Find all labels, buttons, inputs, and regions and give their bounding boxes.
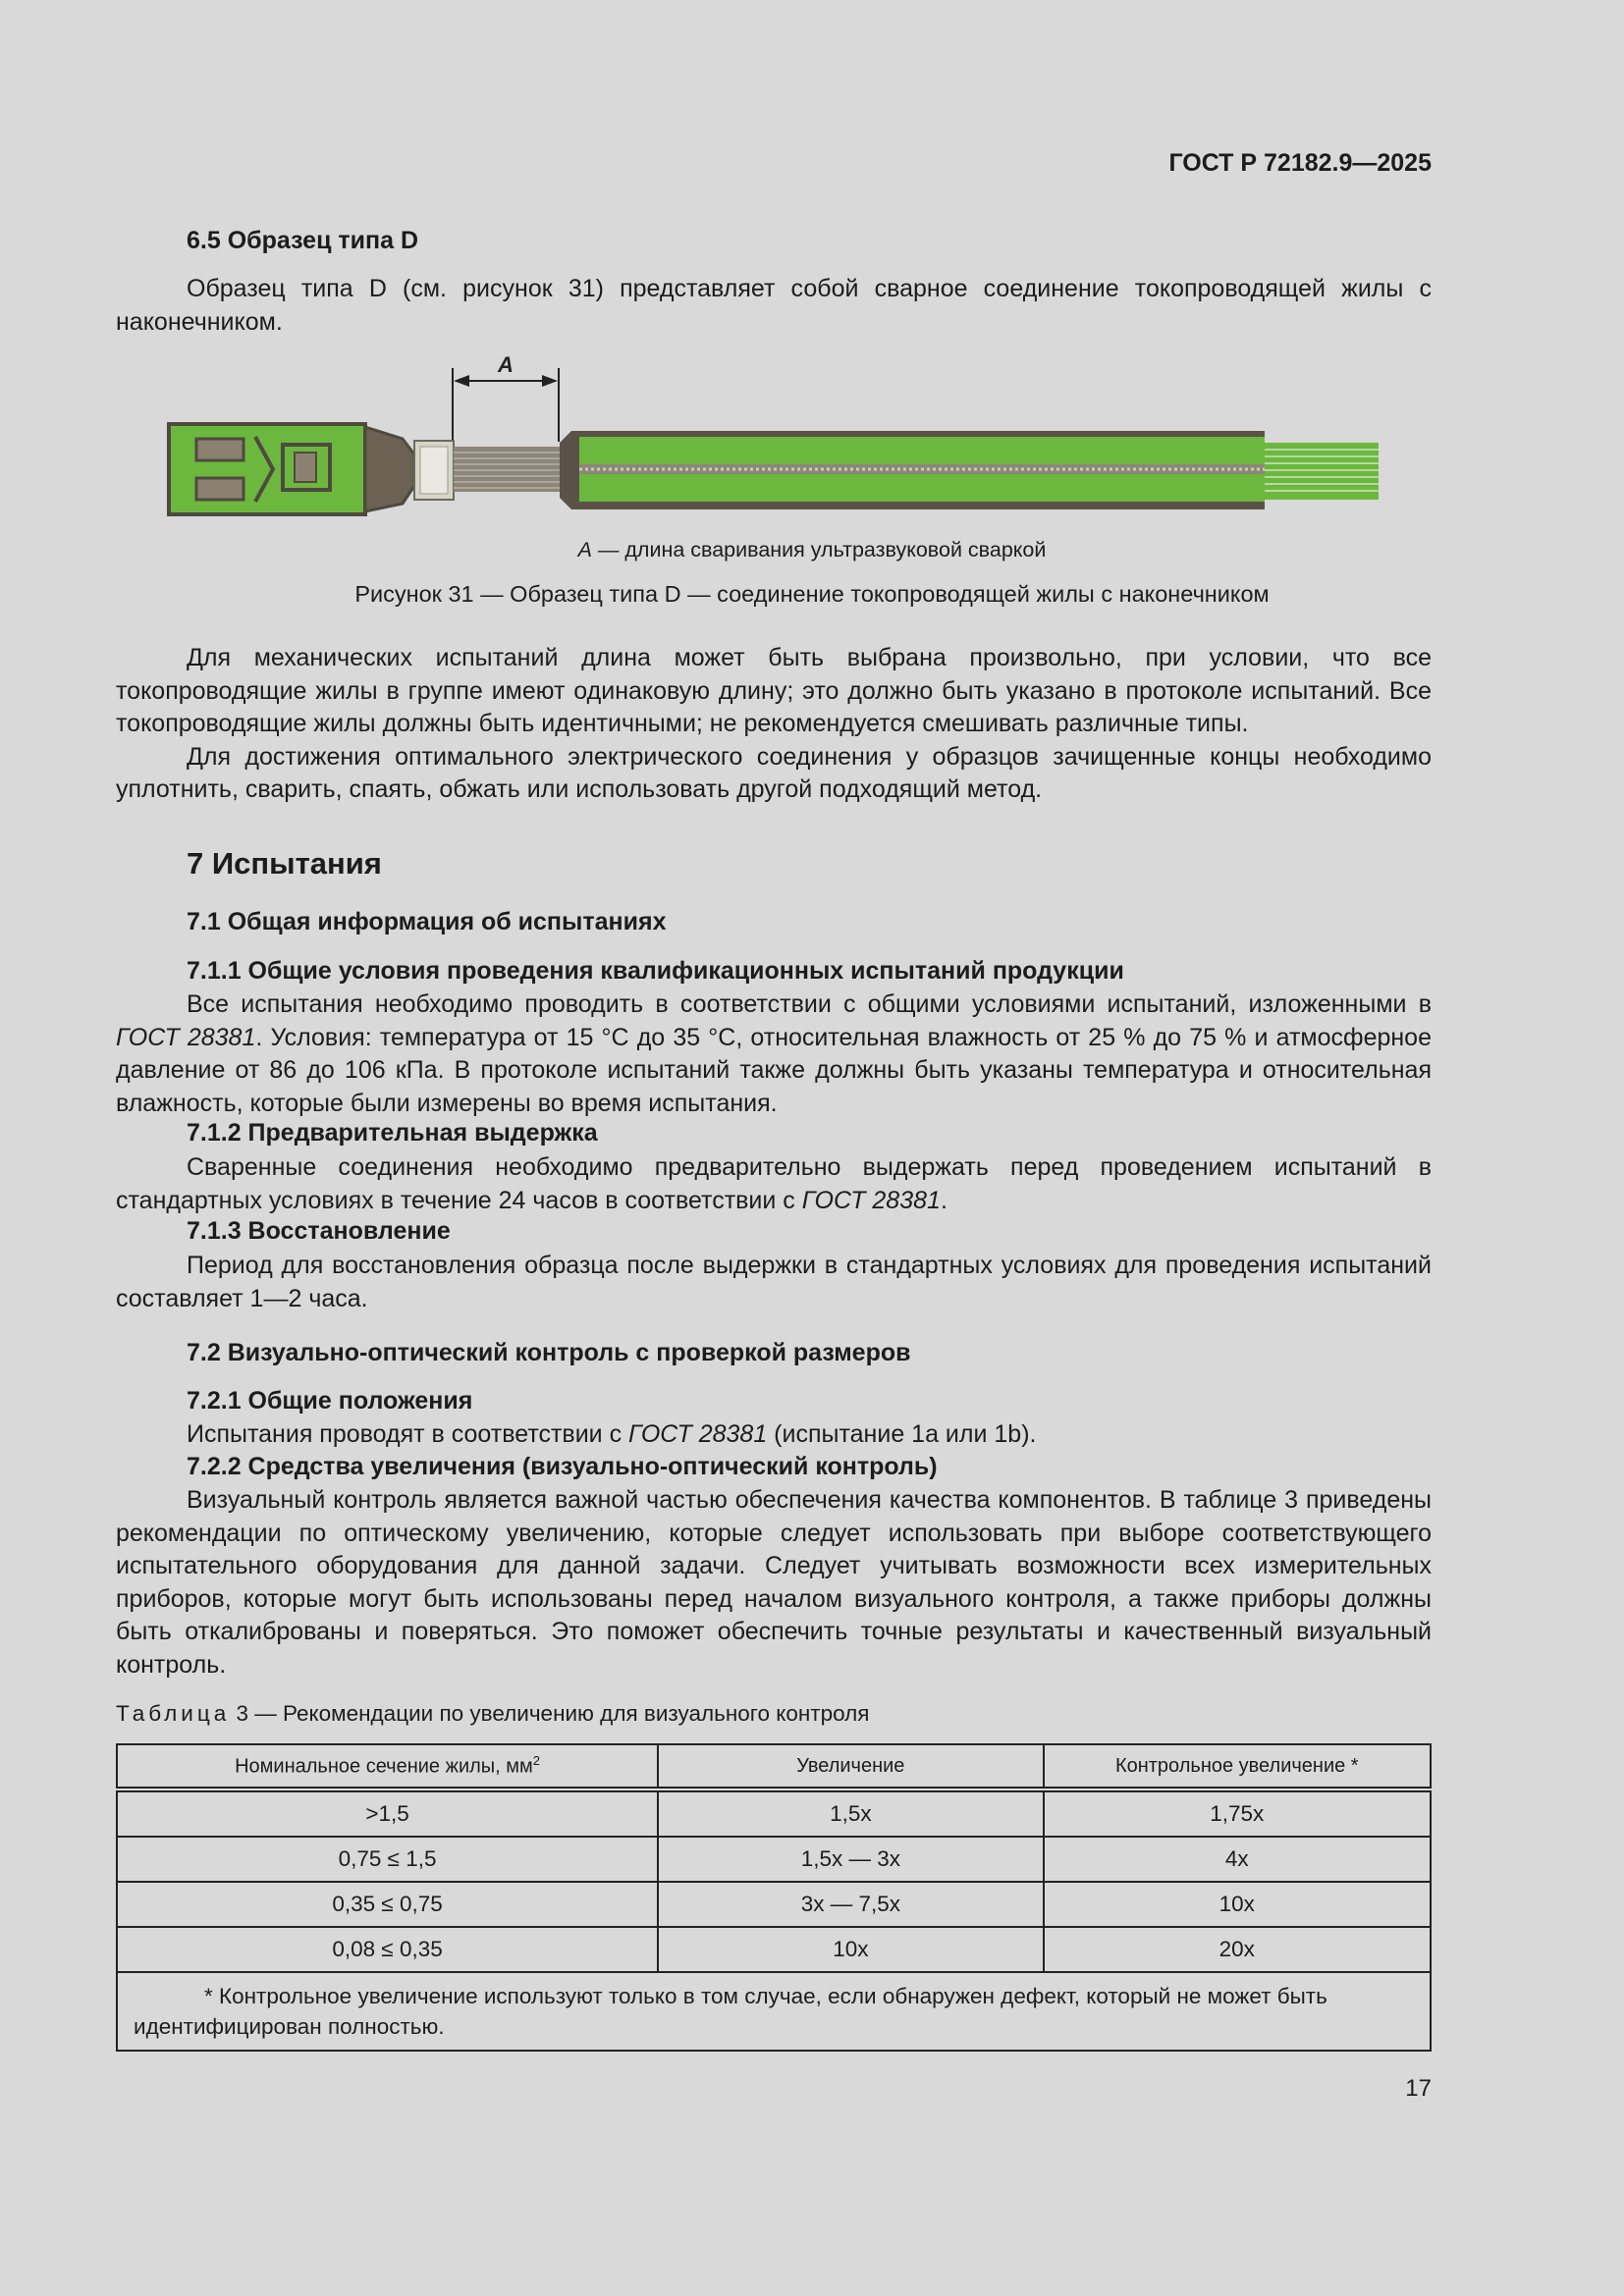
table-header-cell: Контрольное увеличение * xyxy=(1044,1744,1431,1789)
section-7-1-1-heading: 7.1.1 Общие условия проведения квалификационных испытаний продукции xyxy=(187,957,1124,985)
table-cell: 1,5x — 3x xyxy=(658,1837,1043,1882)
page-number: 17 xyxy=(1405,2075,1432,2102)
table-header-cell: Увеличение xyxy=(658,1744,1043,1789)
post-figure-text xyxy=(116,642,1432,807)
figure-legend xyxy=(0,538,1624,562)
paragraph-text: Образец типа D (см. рисунок 31) представляет собой сварное соединение токопроводящей жилы с наконечником. xyxy=(116,275,1432,336)
table-cell: 1,5x xyxy=(658,1789,1043,1837)
section-7-2-heading: 7.2 Визуально-оптический контроль с проверкой размеров xyxy=(187,1339,911,1366)
section-7-2-1-heading: 7.2.1 Общие положения xyxy=(187,1387,473,1415)
dimension-arrow-left xyxy=(454,375,469,387)
standard-reference: ГОСТ 28381 xyxy=(628,1420,768,1448)
section-7-1-heading: 7.1 Общая информация об испытаниях xyxy=(187,908,667,935)
paragraph-text: Испытания проводят в соответствии с xyxy=(187,1420,629,1448)
table-cell: 0,08 ≤ 0,35 xyxy=(117,1927,658,1972)
table-row xyxy=(117,1882,1431,1927)
lug-window-inner xyxy=(295,453,316,482)
table-note-row xyxy=(117,1972,1431,2051)
table-3-title xyxy=(116,1701,869,1727)
table-row xyxy=(117,1837,1431,1882)
stripped-strands xyxy=(1265,443,1379,500)
legend-variable: A xyxy=(577,538,592,561)
table-word: Таблица xyxy=(116,1701,231,1726)
table-cell: >1,5 xyxy=(117,1789,658,1837)
dimension-label: A xyxy=(498,352,514,377)
section-6-5-paragraph xyxy=(116,273,1432,339)
paragraph-text: (испытание 1а или 1b). xyxy=(767,1420,1037,1448)
section-7-1-2-heading: 7.1.2 Предварительная выдержка xyxy=(187,1119,598,1147)
section-7-heading: 7 Испытания xyxy=(187,846,382,881)
table-cell: 4x xyxy=(1044,1837,1431,1882)
weld-zone xyxy=(454,447,560,492)
section-7-2-2-paragraph xyxy=(116,1484,1432,1682)
standard-reference: ГОСТ 28381 xyxy=(116,1023,256,1051)
table-cell: 20x xyxy=(1044,1927,1431,1972)
paragraph-text: Период для восстановления образца после выдержки в стандартных условиях для проведения испытаний составляет 1—2 часа. xyxy=(116,1252,1432,1312)
table-cell: 3x — 7,5x xyxy=(658,1882,1043,1927)
table-note xyxy=(117,1972,1431,2051)
paragraph-text: . xyxy=(940,1186,947,1214)
section-7-1-2-paragraph xyxy=(116,1151,1432,1217)
section-7-1-3-heading: 7.1.3 Восстановление xyxy=(187,1217,451,1245)
paragraph-text: Визуальный контроль является важной частью обеспечения качества компонентов. В таблице 3 приведены рекомендации по оптическому увеличению, которые следует использовать при выборе соответствующего испытательного оборудования для данной задачи. Следует учитывать возможности всех измерительных приборов, которые могут быть использованы перед началом визуального контроля, а также приборы должны быть откалиброваны и поверяться. Это поможет обеспечить точные результаты и качественный визуальный контроль. xyxy=(116,1486,1432,1679)
figure-caption: Рисунок 31 — Образец типа D — соединение токопроводящей жилы с наконечником xyxy=(354,581,1270,607)
section-7-2-2-heading: 7.2.2 Средства увеличения (визуально-оптический контроль) xyxy=(187,1453,938,1480)
section-7-2-1-paragraph xyxy=(116,1418,1432,1452)
paragraph-text: Для механических испытаний длина может быть выбрана произвольно, при условии, что все токопроводящие жилы в группе имеют одинаковую длину; это должно быть указано в протоколе испытаний. Все токопроводящие жилы должны быть идентичными; не рекомендуется смешивать различные типы. xyxy=(116,644,1432,737)
figure-31-drawing xyxy=(157,348,1394,530)
section-6-5-heading: 6.5 Образец типа D xyxy=(187,227,418,254)
lug-slot-top xyxy=(196,439,244,460)
table-row xyxy=(117,1789,1431,1837)
section-7-1-3-paragraph xyxy=(116,1250,1432,1315)
section-7-1-1-paragraph xyxy=(116,988,1432,1120)
standard-reference: ГОСТ 28381 xyxy=(801,1186,941,1214)
table-title-text: 3 — Рекомендации по увеличению для визуального контроля xyxy=(230,1701,870,1726)
table-cell: 1,75x xyxy=(1044,1789,1431,1837)
table-header-cell: Номинальное сечение жилы, $мм^2$ xyxy=(117,1744,658,1789)
paragraph-text: Для достижения оптимального электрического соединения у образцов зачищенные концы необходимо уплотнить, сварить, спаять, обжать или использовать другой подходящий метод. xyxy=(116,742,1432,803)
table-3 xyxy=(116,1743,1432,2052)
table-cell: 0,75 ≤ 1,5 xyxy=(117,1837,658,1882)
legend-text: — длина сваривания ультразвуковой сваркой xyxy=(591,538,1047,561)
table-note-text: * Контрольное увеличение используют только в том случае, если обнаружен дефект, который не может быть идентифицирован полностью. xyxy=(134,1984,1327,2039)
document-code: ГОСТ Р 72182.9—2025 xyxy=(1168,149,1432,177)
table-cell: 10x xyxy=(658,1927,1043,1972)
dimension-arrow-right xyxy=(542,375,558,387)
conductor-strand-bottom xyxy=(579,474,1265,502)
paragraph-text: Все испытания необходимо проводить в соответствии с общими условиями испытаний, изложенными в xyxy=(187,990,1432,1018)
table-row xyxy=(117,1927,1431,1972)
conductor-strand-top xyxy=(579,437,1265,464)
paragraph-text: Сваренные соединения необходимо предварительно выдержать перед проведением испытаний в стандартных условиях в течение 24 часов в соответствии с xyxy=(116,1153,1432,1214)
table-cell: 0,35 ≤ 0,75 xyxy=(117,1882,658,1927)
lug-taper xyxy=(365,427,414,511)
table-header-row xyxy=(117,1744,1431,1789)
paragraph-text: . Условия: температура от 15 °C до 35 °C, относительная влажность от 25 % до 75 % и атмосферное давление от 86 до 106 кПа. В протоколе испытаний также должны быть указаны температура и относительная влажность, которые были измерены во время испытания. xyxy=(116,1023,1432,1117)
lug-slot-bottom xyxy=(196,478,244,500)
table-cell: 10x xyxy=(1044,1882,1431,1927)
